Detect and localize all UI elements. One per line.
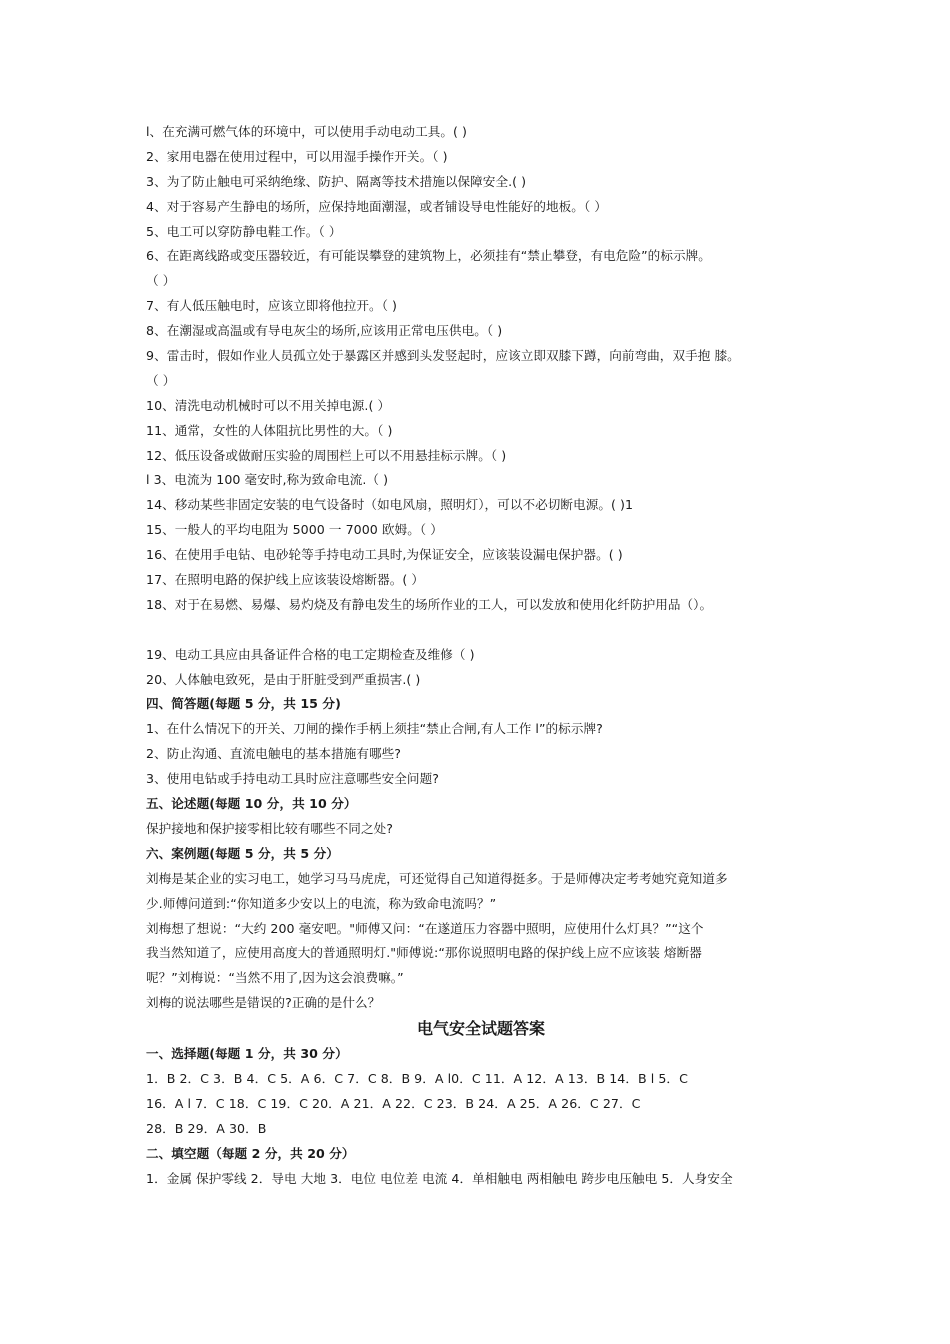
- judgment-item-6: 6、在距离线路或变压器较近，有可能误攀登的建筑物上，必须挂有“禁止攀登，有电危险”的标示牌。: [146, 248, 711, 264]
- case-text-line: 呢？”刘梅说：“当然不用了,因为这会浪费嘛。”: [146, 970, 404, 986]
- blank-line: [146, 618, 826, 643]
- judgment-item-3: 3、为了防止触电可采纳绝缘、防护、隔离等技术措施以保障安全.( ): [146, 173, 527, 189]
- case-question: 刘梅的说法哪些是错误的?正确的是什么？: [146, 995, 381, 1011]
- judgment-item-19: 19、电动工具应由具备证件合格的电工定期检查及维修（ ): [146, 646, 475, 662]
- short-answer-item-2: 2、防止沟通、直流电触电的基本措施有哪些?: [146, 746, 402, 762]
- judgment-item-15: 15、一般人的平均电阻为 5000 一 7000 欧姆。（ ）: [146, 522, 443, 538]
- judgment-item-18: 18、对于在易燃、易爆、易灼烧及有静电发生的场所作业的工人，可以发放和使用化纤防护用品（）。: [146, 596, 713, 612]
- judgment-item-6-bracket: （ ）: [146, 273, 176, 289]
- judgment-item-10: 10、清洗电动机械时可以不用关掉电源.( ）: [146, 397, 391, 413]
- case-study-section: [146, 842, 826, 1016]
- judgment-item-9-bracket: （ ）: [146, 372, 176, 388]
- section-heading: 五、论述题(每题 10 分，共 10 分）: [146, 796, 357, 812]
- short-answer-item-1: 1、在什么情况下的开关、刀闸的操作手柄上须挂“禁止合闸,有人工作 l”的标示牌?: [146, 721, 603, 737]
- judgment-item-17: 17、在照明电路的保护线上应该装设熔断器。( ）: [146, 572, 425, 588]
- judgment-item-20: 20、人体触电致死，是由于肝脏受到严重损害.( ): [146, 671, 421, 687]
- case-text-line: 少.师傅问道到:“你知道多少安以上的电流，称为致命电流吗？”: [146, 895, 497, 911]
- judgment-item-7: 7、有人低压触电时，应该立即将他拉开。（ ): [146, 298, 398, 314]
- judgment-item-13: l 3、电流为 100 毫安时,称为致命电流.（ ): [146, 472, 389, 488]
- section-heading: 四、简答题(每题 5 分，共 15 分): [146, 696, 341, 712]
- essay-section: [146, 792, 826, 842]
- judgment-item-14: 14、移动某些非固定安装的电气设备时（如电风扇，照明灯），可以不必切断电源。( )1: [146, 497, 634, 513]
- choice-answers-line: 16．A l 7．C 18．C 19．C 20．A 21．A 22．C 23．B 24．A 25．A 26．C 27．C: [146, 1095, 641, 1111]
- section-heading: 二、填空题（每题 2 分，共 20 分）: [146, 1145, 355, 1161]
- fill-answers-line: 1．金属 保护零线 2．导电 大地 3．电位 电位差 电流 4．单相触电 两相触电 跨步电压触电 5．人身安全: [146, 1170, 733, 1186]
- essay-question: 保护接地和保护接零相比较有哪些不同之处?: [146, 820, 393, 836]
- judgment-item-4: 4、对于容易产生静电的场所，应保持地面潮湿，或者铺设导电性能好的地板。（ ）: [146, 198, 607, 214]
- choice-answers-line: 28．B 29．A 30．B: [146, 1120, 267, 1136]
- judgment-item-12: 12、低压设备或做耐压实验的周围栏上可以不用悬挂标示牌。（ ): [146, 447, 507, 463]
- judgment-item-11: 11、通常，女性的人体阻抗比男性的大。（ ): [146, 422, 393, 438]
- judgment-question-list: [146, 120, 826, 692]
- section-heading: 一、选择题(每题 1 分，共 30 分）: [146, 1046, 348, 1062]
- short-answer-section: [146, 692, 826, 792]
- judgment-item-5: 5、电工可以穿防静电鞋工作。（ ）: [146, 223, 342, 239]
- case-text-line: 刘梅想了想说：“大约 200 毫安吧。"师傅又问：“在遂道压力容器中照明，应使用什么灯具？”“这个: [146, 920, 704, 936]
- judgment-item-8: 8、在潮湿或高温或有导电灰尘的场所,应该用正常电压供电。（ ): [146, 323, 503, 339]
- judgment-item-2: 2、家用电器在使用过程中，可以用湿手操作开关。（ ): [146, 148, 448, 164]
- judgment-item-9: 9、雷击时，假如作业人员孤立处于暴露区并感到头发竖起时，应该立即双膝下蹲，向前弯曲，双手抱 膝。: [146, 348, 740, 364]
- choice-answers-line: 1．B 2．C 3．B 4．C 5．A 6．C 7．C 8．B 9．A l0．C 11．A 12．A 13．B 14．B l 5．C: [146, 1070, 688, 1086]
- section-heading: 六、案例题(每题 5 分，共 5 分）: [146, 845, 339, 861]
- judgment-item-1: l、在充满可燃气体的环境中，可以使用手动电动工具。( ): [146, 124, 467, 139]
- answer-key: [146, 1016, 826, 1191]
- case-text-line: 我当然知道了，应使用高度大的普通照明灯."师傅说:“那你说照明电路的保护线上应不应该装 熔断器: [146, 945, 702, 961]
- answer-key-title: 电气安全试题答案: [416, 1019, 545, 1039]
- short-answer-item-3: 3、使用电钻或手持电动工具时应注意哪些安全问题?: [146, 771, 439, 787]
- case-text-line: 刘梅是某企业的实习电工，她学习马马虎虎，可还觉得自己知道得挺多。于是师傅决定考考她究竟知道多: [146, 870, 728, 886]
- exam-page: [146, 120, 826, 1191]
- judgment-item-16: 16、在使用手电钻、电砂轮等手持电动工具时,为保证安全，应该装设漏电保护器。( ): [146, 547, 623, 563]
